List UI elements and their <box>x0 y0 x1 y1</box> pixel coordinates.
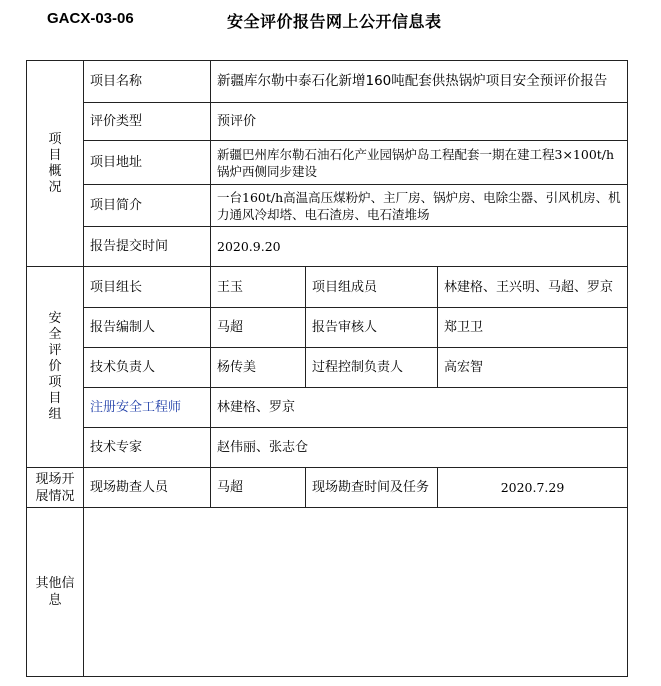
row-brief <box>27 185 628 227</box>
value-members: 林建格、王兴明、马超、罗京 <box>438 267 628 308</box>
label-experts: 技术专家 <box>84 428 211 468</box>
section-project-overview: 项目概况 <box>27 61 84 267</box>
label-project-name: 项目名称 <box>84 61 211 103</box>
value-eval-type: 预评价 <box>211 103 628 141</box>
label-brief: 项目简介 <box>84 185 211 227</box>
row-submit-time <box>27 227 628 267</box>
value-leader: 王玉 <box>211 267 306 308</box>
label-process-lead: 过程控制负责人 <box>306 348 438 388</box>
row-other <box>27 508 628 677</box>
value-experts: 赵伟丽、张志仓 <box>211 428 628 468</box>
value-project-name: 新疆库尔勒中泰石化新增160吨配套供热锅炉项目安全预评价报告 <box>211 61 628 103</box>
value-engineers: 林建格、罗京 <box>211 388 628 428</box>
row-address <box>27 141 628 185</box>
value-tech-lead: 杨传美 <box>211 348 306 388</box>
label-members: 项目组成员 <box>306 267 438 308</box>
row-leader <box>27 267 628 308</box>
row-engineers <box>27 388 628 428</box>
label-inspector: 现场勘查人员 <box>84 468 211 508</box>
section-other-info: 其他信息 <box>27 508 84 677</box>
label-submit-time: 报告提交时间 <box>84 227 211 267</box>
label-leader: 项目组长 <box>84 267 211 308</box>
value-process-lead: 高宏智 <box>438 348 628 388</box>
document-title: 安全评价报告网上公开信息表 <box>227 12 442 31</box>
info-table <box>26 60 628 677</box>
row-tech-lead <box>27 348 628 388</box>
label-tech-lead: 技术负责人 <box>84 348 211 388</box>
value-inspection-time: 2020.7.29 <box>438 468 628 508</box>
label-eval-type: 评价类型 <box>84 103 211 141</box>
document-code: GACX-03-06 <box>47 10 134 27</box>
label-reviewer: 报告审核人 <box>306 308 438 348</box>
section-site-situation: 现场开展情况 <box>27 468 84 508</box>
value-reviewer: 郑卫卫 <box>438 308 628 348</box>
row-experts <box>27 428 628 468</box>
label-registered-engineer: 注册安全工程师 <box>84 388 211 428</box>
row-eval-type <box>27 103 628 141</box>
label-inspection-time: 现场勘查时间及任务 <box>306 468 438 508</box>
section-evaluation-team: 安全评价项目组 <box>27 267 84 468</box>
value-address: 新疆巴州库尔勒石油石化产业园锅炉岛工程配套一期在建工程3×100t/h锅炉西侧同步建设 <box>211 141 628 185</box>
value-author: 马超 <box>211 308 306 348</box>
label-address: 项目地址 <box>84 141 211 185</box>
value-submit-time: 2020.9.20 <box>211 227 628 267</box>
label-author: 报告编制人 <box>84 308 211 348</box>
row-project-name <box>27 61 628 103</box>
value-inspector: 马超 <box>211 468 306 508</box>
value-other-info <box>84 508 628 677</box>
value-brief: 一台160t/h高温高压煤粉炉、主厂房、锅炉房、电除尘器、引风机房、机力通风冷却塔、电石渣房、电石渣堆场 <box>211 185 628 227</box>
row-site <box>27 468 628 508</box>
row-author <box>27 308 628 348</box>
